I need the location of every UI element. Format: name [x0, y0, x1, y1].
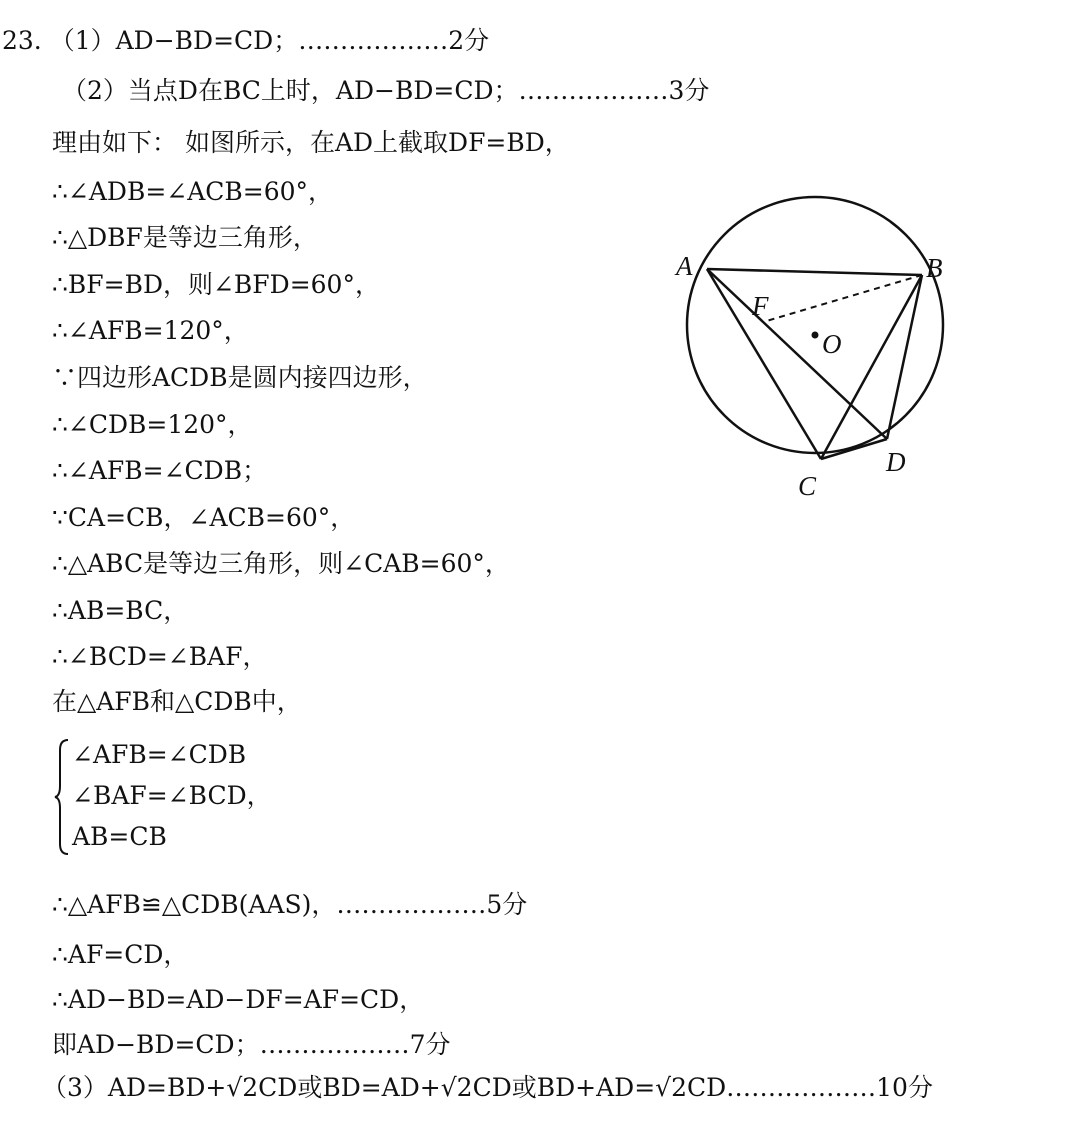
- line-step-11: ∴∠BCD=∠BAF，: [52, 642, 268, 671]
- center-point-o: [812, 332, 819, 339]
- segment-ad: [707, 269, 887, 439]
- line-step-4: ∴∠AFB=120°，: [52, 316, 249, 345]
- circle-o: [687, 197, 943, 453]
- line-step-13: ∴△AFB≌△CDB(AAS)，………………5分: [52, 890, 528, 919]
- line-step-2: ∴△DBF是等边三角形，: [52, 223, 318, 252]
- system-eq-3: AB=CB: [72, 822, 167, 851]
- label-b: B: [926, 253, 943, 283]
- system-eq-2: ∠BAF=∠BCD，: [72, 781, 272, 810]
- line-reason: 理由如下： 如图所示，在AD上截取DF=BD，: [52, 128, 570, 157]
- line-step-5: ∵四边形ACDB是圆内接四边形，: [52, 363, 428, 392]
- line-step-14: ∴AF=CD，: [52, 940, 189, 969]
- line-step-10: ∴AB=BC，: [52, 596, 189, 625]
- segment-bd: [887, 275, 922, 439]
- label-d: D: [886, 447, 906, 477]
- line-step-6: ∴∠CDB=120°，: [52, 410, 253, 439]
- label-c: C: [798, 471, 817, 501]
- label-o: O: [822, 329, 842, 359]
- segment-bc: [821, 275, 922, 459]
- label-f: F: [752, 291, 769, 321]
- segment-bf-dashed: [763, 275, 922, 322]
- label-a: A: [676, 251, 693, 281]
- line-step-9: ∴△ABC是等边三角形，则∠CAB=60°，: [52, 549, 510, 578]
- line-q3: （3）AD=BD+√2CD或BD=AD+√2CD或BD+AD=√2CD………………10分: [42, 1073, 933, 1102]
- line-step-8: ∵CA=CB，∠ACB=60°，: [52, 503, 356, 532]
- line-step-7: ∴∠AFB=∠CDB；: [52, 456, 268, 485]
- line-step-3: ∴BF=BD，则∠BFD=60°，: [52, 270, 380, 299]
- line-step-15: ∴AD−BD=AD−DF=AF=CD，: [52, 985, 425, 1014]
- line-q1: 23. （1）AD−BD=CD；………………2分: [2, 26, 490, 55]
- line-step-16: 即AD−BD=CD；………………7分: [52, 1030, 451, 1059]
- system-eq-1: ∠AFB=∠CDB: [72, 740, 247, 769]
- line-step-1: ∴∠ADB=∠ACB=60°，: [52, 177, 334, 206]
- geometry-figure: [670, 195, 970, 515]
- segment-ab: [707, 269, 922, 275]
- left-brace-icon: [54, 738, 70, 856]
- line-step-12: 在△AFB和△CDB中，: [52, 687, 302, 716]
- line-q2: （2）当点D在BC上时，AD−BD=CD；………………3分: [62, 76, 710, 105]
